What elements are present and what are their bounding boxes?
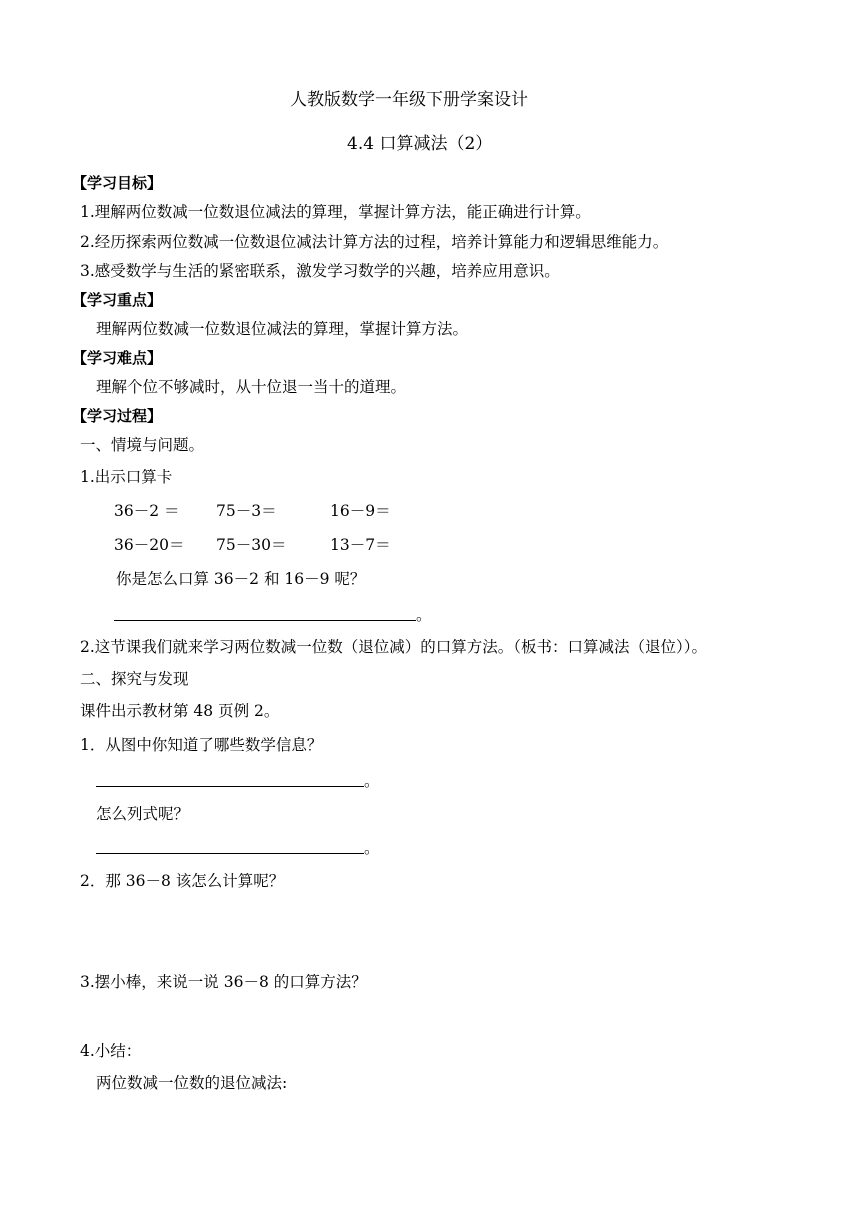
objective-item: 1.理解两位数减一位数退位减法的算理，掌握计算方法，能正确进行计算。 (80, 203, 591, 221)
difficulty-text: 理解个位不够减时，从十位退一当十的道理。 (96, 378, 407, 396)
answer-blank[interactable] (96, 786, 364, 787)
objective-item: 2.经历探索两位数减一位数退位减法计算方法的过程，培养计算能力和逻辑思维能力。 (80, 233, 669, 251)
process-heading: 【学习过程】 (72, 407, 163, 425)
sentence-period: 。 (364, 839, 380, 857)
oral-card-expression: 13－7＝ (330, 536, 391, 554)
step-item: 1.出示口算卡 (80, 468, 173, 486)
summary-text: 两位数减一位数的退位减法: (96, 1074, 288, 1092)
step-item: 2.这节课我们就来学习两位数减一位数（退位减）的口算方法。（板书：口算减法（退位））。 (80, 638, 708, 656)
answer-blank[interactable] (114, 620, 416, 621)
question-text: 3.摆小棒，来说一说 36－8 的口算方法？ (80, 973, 367, 991)
question-text: 1．从图中你知道了哪些数学信息？ (80, 736, 323, 754)
key-points-heading: 【学习重点】 (72, 291, 163, 309)
question-text: 2．那 36－8 该怎么计算呢？ (80, 872, 285, 890)
oral-card-expression: 16－9＝ (330, 502, 391, 520)
lesson-subtitle: 4.4 口算减法（2） (347, 134, 493, 154)
question-text: 怎么列式呢？ (96, 805, 190, 823)
answer-blank[interactable] (96, 853, 364, 854)
objective-item: 3.感受数学与生活的紧密联系，激发学习数学的兴趣，培养应用意识。 (80, 262, 560, 280)
question-text: 你是怎么口算 36－2 和 16－9 呢？ (116, 570, 366, 588)
sentence-period: 。 (416, 606, 432, 624)
key-points-text: 理解两位数减一位数退位减法的算理，掌握计算方法。 (96, 320, 469, 338)
section-heading: 二、探究与发现 (80, 670, 189, 688)
oral-card-expression: 75－3＝ (216, 502, 277, 520)
section-heading: 一、情境与问题。 (80, 436, 205, 454)
document-title: 人教版数学一年级下册学案设计 (290, 90, 528, 110)
oral-card-expression: 36－2 ＝ (114, 502, 180, 520)
oral-card-expression: 36－20＝ (114, 536, 185, 554)
summary-heading: 4.小结： (80, 1042, 142, 1060)
intro-text: 课件出示教材第 48 页例 2。 (80, 702, 280, 720)
sentence-period: 。 (364, 772, 380, 790)
oral-card-expression: 75－30＝ (216, 536, 287, 554)
objectives-heading: 【学习目标】 (72, 174, 163, 192)
difficulty-heading: 【学习难点】 (72, 349, 163, 367)
